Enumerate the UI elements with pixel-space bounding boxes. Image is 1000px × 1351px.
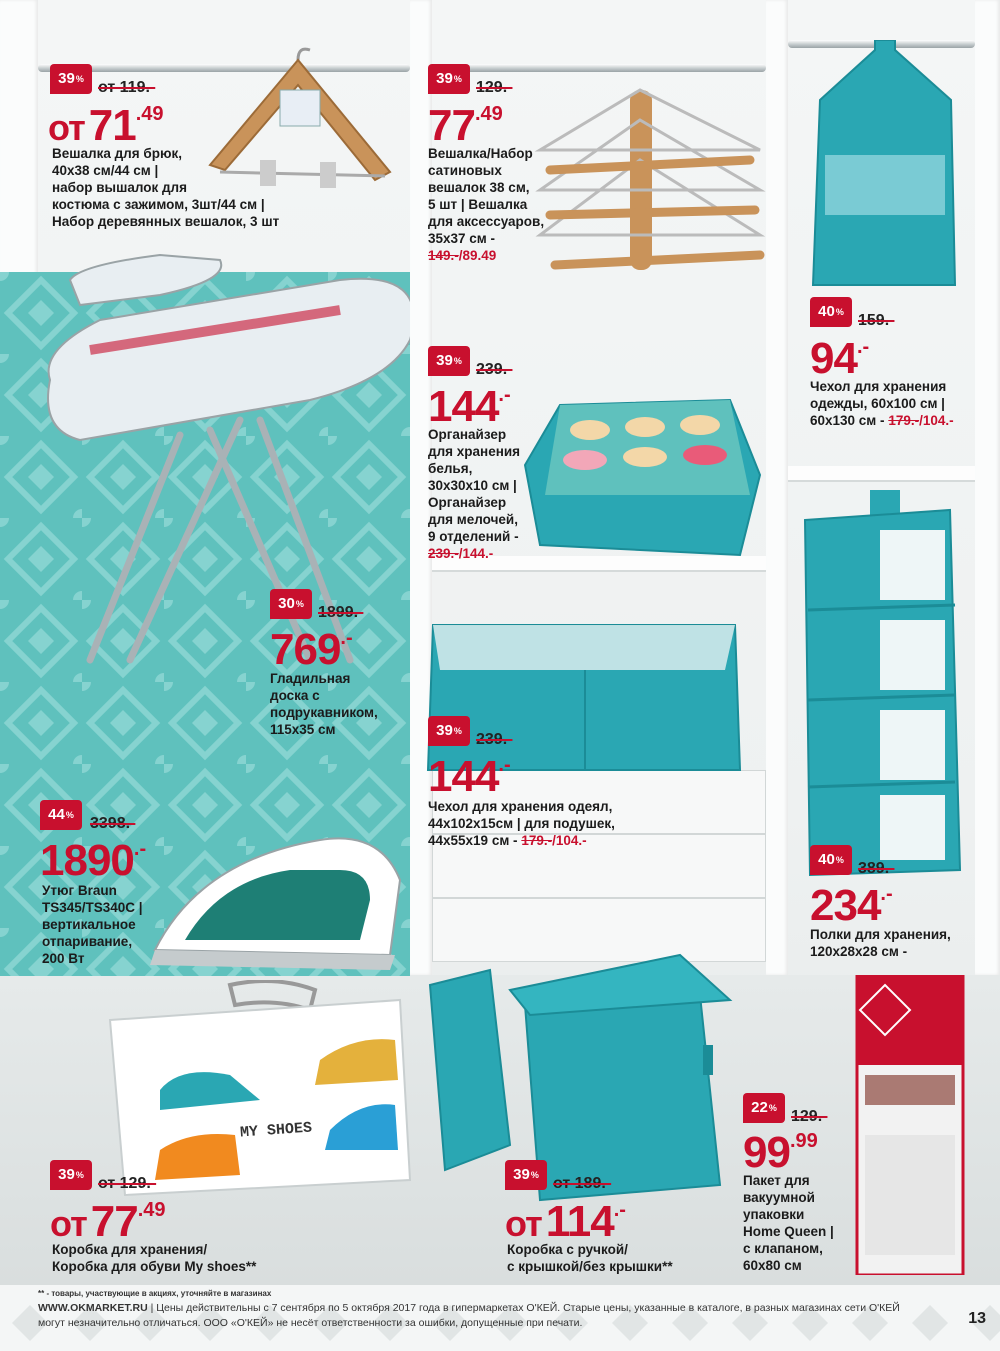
old-price: 129.- [476, 79, 513, 96]
discount-badge: 39% [50, 1160, 92, 1190]
product-description [52, 1241, 312, 1275]
price-value: 1890 [40, 836, 134, 885]
desc-line: TS345/TS340C | [42, 900, 143, 915]
product-description [52, 145, 292, 230]
desc-line: Гладильная [270, 671, 351, 686]
desc-text: 44x55x19 см - [428, 833, 518, 848]
iron-image [140, 820, 410, 980]
discount-badge: 22% [743, 1093, 785, 1123]
desc-line: Чехол для хранения одеял, [428, 799, 613, 814]
garment-cover-image [805, 40, 965, 290]
desc-line: упаковки [743, 1207, 805, 1222]
price-value: 234 [810, 881, 881, 930]
desc-line: вешалок 38 см, [428, 180, 530, 195]
old-price: 239.- [476, 731, 513, 748]
price-cents: .- [856, 336, 870, 358]
hanging-shelves-image [800, 490, 970, 890]
price [50, 1197, 166, 1246]
product-description [507, 1241, 707, 1275]
desc-line: Пакет для [743, 1173, 810, 1188]
desc-line: Полки для хранения, [810, 927, 951, 942]
discount-value: 39 [436, 352, 453, 369]
product-description [810, 378, 980, 429]
product-description [428, 798, 628, 849]
price-cents: .49 [137, 1199, 166, 1221]
desc-line: 200 Вт [42, 951, 85, 966]
discount-badge: 40% [810, 297, 852, 327]
price-value: 769 [270, 625, 341, 674]
old-price: 129.- [791, 1108, 828, 1125]
discount-badge: 39% [428, 64, 470, 94]
desc-line [810, 412, 980, 429]
price-cents: .49 [474, 103, 503, 125]
old-price: 239.- [476, 361, 513, 378]
product-description [428, 145, 558, 264]
price-value: 94 [810, 334, 857, 383]
desc-line: подрукавником, [270, 705, 378, 720]
desc-line: для хранения [428, 444, 521, 459]
desc-line: 30x30x10 см | [428, 478, 517, 493]
desc-line: доска с [270, 688, 320, 703]
old-price: от 119.- [98, 79, 156, 96]
desc-line: костюма с зажимом, 3шт/44 см | [52, 197, 265, 212]
desc-line-price [428, 247, 558, 264]
discount-value: 39 [58, 1166, 75, 1183]
desc-text: 60x130 см - [810, 413, 885, 428]
discount-badge: 39% [428, 346, 470, 376]
shoe-box-print: MY SHOES [239, 1119, 313, 1142]
vacuum-bag-image [855, 975, 965, 1275]
desc-line: набор вышалок для [52, 180, 188, 195]
wardrobe-panel-right [975, 0, 1000, 975]
discount-value: 44 [48, 806, 65, 823]
price-cents: .- [498, 384, 511, 406]
price-prefix: от [48, 107, 85, 148]
desc-line: 40x38 см/44 см | [52, 163, 159, 178]
desc-line: 9 отделений - [428, 529, 519, 544]
page-number: 13 [968, 1310, 986, 1327]
discount-badge: 39% [50, 64, 92, 94]
desc-line: Набор деревянных вешалок, 3 шт [52, 214, 280, 229]
product-description [810, 926, 980, 960]
price-value: 77 [428, 101, 475, 150]
price [270, 625, 353, 674]
desc-line: Коробка с ручкой/ [507, 1242, 628, 1257]
price [505, 1197, 626, 1246]
discount-badge: 44% [40, 800, 82, 830]
discount-badge: 39% [505, 1160, 547, 1190]
price-cents: .49 [135, 103, 164, 125]
desc-line: с крышкой/без крышки** [507, 1259, 673, 1274]
discount-value: 22 [751, 1099, 768, 1116]
desc-line: вакуумной [743, 1190, 815, 1205]
desc-line: Коробка для хранения/ [52, 1242, 208, 1257]
desc-line: Органайзер [428, 495, 507, 510]
old-price: 1899.- [318, 604, 364, 621]
discount-value: 39 [436, 70, 453, 87]
desc-line: 120x28x28 см - [810, 944, 908, 959]
discount-value: 40 [818, 303, 835, 320]
footer-disclaimer [38, 1301, 918, 1331]
desc-line: Чехол для хранения [810, 379, 947, 394]
discount-badge: 39% [428, 716, 470, 746]
price [810, 881, 893, 930]
discount-value: 30 [278, 595, 295, 612]
old-price: 159.- [858, 312, 895, 329]
alt-new-price: /144.- [458, 546, 494, 561]
price-value: 144 [428, 752, 499, 801]
desc-line: 60x80 см [743, 1258, 802, 1273]
desc-line: Home Queen | [743, 1224, 834, 1239]
alt-new-price: /89.49 [458, 248, 497, 263]
desc-line: 115x35 см [270, 722, 336, 737]
desc-line: отпаривание, [42, 934, 133, 949]
alt-new-price: /104.- [552, 833, 587, 848]
desc-line: вертикальное [42, 917, 136, 932]
price [428, 752, 511, 801]
product-description [428, 426, 538, 562]
desc-line: Утюг Braun [42, 883, 117, 898]
old-price: от 189.- [553, 1175, 612, 1192]
alt-old-price: 239.- [428, 546, 459, 561]
price [48, 101, 164, 150]
desc-line: 5 шт | Вешалка [428, 197, 528, 212]
shelf [788, 466, 975, 482]
price-prefix: от [505, 1203, 542, 1244]
desc-line [428, 832, 628, 849]
desc-line: для аксессуаров, [428, 214, 545, 229]
price [810, 334, 870, 383]
price [428, 382, 511, 431]
disclaimer-text: | Цены действительны с 7 сентября по 5 октября 2017 года в гипермаркетах О'КЕЙ. Старые цены, указанные в каталоге, в разных магазинах сети О'КЕЙ могут незначительно отличаться. ООО «О'КЕЙ» не несёт ответственности за ошибки, допущенные при печати. [38, 1302, 900, 1329]
desc-line: Вешалка для брюк, [52, 146, 183, 161]
price-cents: .- [498, 754, 511, 776]
price-cents: .- [880, 883, 893, 905]
price-cents: .99 [789, 1130, 818, 1152]
desc-line: Вешалка/Набор [428, 146, 533, 161]
discount-badge: 30% [270, 589, 312, 619]
price-prefix: от [50, 1203, 87, 1244]
price-value: 99 [743, 1128, 790, 1177]
discount-value: 40 [818, 851, 835, 868]
price-cents: .- [613, 1199, 626, 1221]
price-value: 144 [428, 382, 499, 431]
desc-line: Органайзер [428, 427, 507, 442]
desc-line: сатиновых [428, 163, 502, 178]
price-cents: .- [340, 627, 353, 649]
old-price: от 129.- [98, 1175, 157, 1192]
price [40, 836, 147, 885]
price-value: 114 [545, 1197, 614, 1246]
website-link[interactable]: WWW.OKMARKET.RU [38, 1302, 148, 1314]
old-price: 389.- [858, 860, 895, 877]
organizer-image [520, 385, 765, 565]
desc-line-price [428, 545, 538, 562]
product-description [270, 670, 410, 738]
discount-badge: 40% [810, 845, 852, 875]
alt-old-price: 179.- [888, 413, 920, 428]
price [428, 101, 503, 150]
old-price: 3398.- [90, 815, 136, 832]
desc-line: с клапаном, [743, 1241, 823, 1256]
price-value: 77 [90, 1197, 138, 1246]
discount-value: 39 [58, 70, 75, 87]
desc-line: Коробка для обуви My shoes** [52, 1259, 257, 1274]
discount-value: 39 [436, 722, 453, 739]
discount-value: 39 [513, 1166, 530, 1183]
alt-new-price: /104.- [919, 413, 954, 428]
desc-line: одежды, 60x100 см | [810, 396, 945, 411]
product-description [743, 1172, 853, 1274]
alt-old-price: 149.- [428, 248, 459, 263]
desc-line: белья, [428, 461, 473, 476]
alt-old-price: 179.- [521, 833, 553, 848]
price-value: 71 [88, 101, 136, 150]
footnote: ** - товары, участвующие в акциях, уточняйте в магазинах [38, 1289, 272, 1298]
product-description [42, 882, 162, 967]
price-cents: .- [133, 838, 147, 860]
price [743, 1128, 818, 1177]
desc-line: 35x37 см - [428, 231, 496, 246]
desc-line: 44x102x15см | для подушек, [428, 816, 615, 831]
desc-line: для мелочей, [428, 512, 518, 527]
shoe-box-image [100, 980, 420, 1200]
